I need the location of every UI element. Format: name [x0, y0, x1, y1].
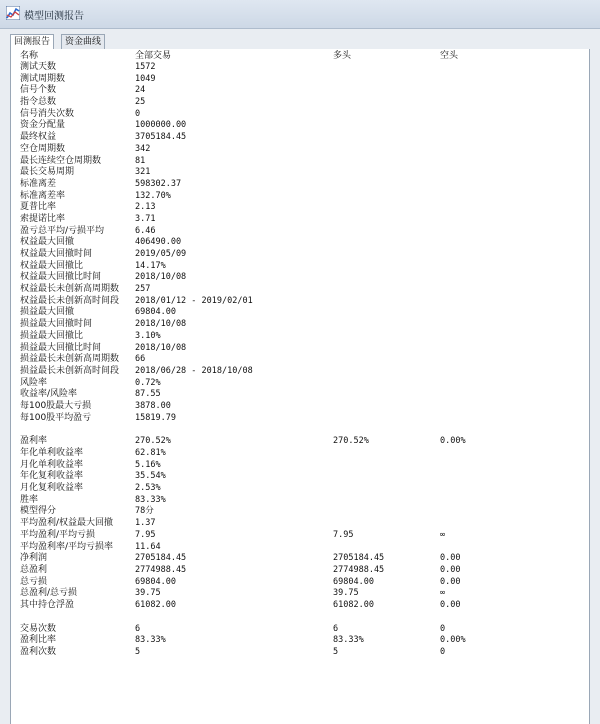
row-label: 平均盈利/权益最大回撤 [20, 518, 114, 529]
row-label: 最长交易周期 [20, 167, 75, 178]
value-all-trades: 78分 [135, 506, 154, 517]
table-row [20, 284, 580, 296]
table-row [20, 378, 580, 390]
value-all-trades: 2018/10/08 [135, 342, 187, 353]
table-row [20, 542, 580, 554]
row-label: 最长连续空仓周期数 [20, 155, 102, 166]
table-row [20, 436, 580, 448]
row-label: 年化复利收益率 [20, 471, 84, 482]
value-all-trades: 14.17% [135, 260, 166, 271]
row-label: 总盈利 [20, 564, 48, 575]
row-label: 最终权益 [20, 132, 57, 143]
row-label: 测试天数 [20, 62, 57, 72]
table-row [20, 506, 580, 518]
table-row [20, 635, 580, 647]
value-all-trades: 1572 [135, 62, 156, 72]
chart-app-icon [6, 6, 20, 20]
value-all-trades: 0 [135, 108, 141, 119]
value-all-trades: 406490.00 [135, 237, 182, 248]
value-long: 2774988.45 [333, 564, 385, 575]
row-label: 风险率 [20, 377, 48, 388]
row-label: 盈利率 [20, 436, 48, 447]
row-label: 净利润 [20, 553, 48, 564]
row-label: 月化复利收益率 [20, 483, 84, 494]
value-all-trades: 270.52% [135, 436, 171, 447]
value-all-trades: 321 [135, 167, 151, 178]
row-label: 损益最大回撤 [20, 307, 75, 318]
value-all-trades: 3.10% [135, 330, 161, 341]
table-row [20, 588, 580, 600]
value-all-trades: 5 [135, 647, 141, 657]
header-all-trades: 全部交易 [135, 51, 172, 61]
value-all-trades: 2.13 [135, 202, 156, 213]
value-short: 0.00 [440, 553, 461, 564]
row-label: 胜率 [20, 494, 39, 505]
table-row [20, 144, 580, 156]
section-gap [20, 424, 580, 436]
value-long: 61082.00 [333, 599, 374, 610]
row-label: 标准离差 [20, 178, 57, 189]
value-all-trades: 1000000.00 [135, 120, 187, 131]
table-row [20, 85, 580, 97]
table-row [20, 214, 580, 226]
table-row [20, 331, 580, 343]
header-name: 名称 [20, 51, 39, 61]
row-label: 模型得分 [20, 506, 57, 517]
value-short: 0 [440, 623, 446, 634]
title-bar[interactable] [0, 0, 600, 29]
table-row [20, 577, 580, 589]
value-all-trades: 3878.00 [135, 400, 171, 411]
value-all-trades: 11.64 [135, 541, 161, 552]
value-all-trades: 2.53% [135, 483, 161, 494]
row-label: 盈利次数 [20, 647, 57, 657]
row-label: 平均盈利/平均亏损 [20, 529, 96, 540]
row-label: 权益最大回撤时间 [20, 249, 93, 259]
value-all-trades: 83.33% [135, 494, 166, 505]
section-returns [20, 436, 580, 611]
table-row [20, 354, 580, 366]
value-long: 5 [333, 647, 339, 657]
value-all-trades: 257 [135, 284, 151, 295]
row-label: 标准离差率 [20, 190, 66, 201]
row-label: 平均盈利率/平均亏损率 [20, 541, 114, 552]
row-label: 损益最长未创新高周期数 [20, 354, 120, 365]
value-long: 69804.00 [333, 576, 374, 587]
value-all-trades: 83.33% [135, 635, 166, 646]
table-row [20, 132, 580, 144]
row-label: 权益最大回撤比时间 [20, 272, 102, 283]
table-row [20, 120, 580, 132]
table-row [20, 495, 580, 507]
value-all-trades: 35.54% [135, 471, 166, 482]
table-row [20, 319, 580, 331]
value-all-trades: 6 [135, 623, 141, 634]
table-row [20, 62, 580, 74]
table-row [20, 226, 580, 238]
row-label: 月化单利收益率 [20, 459, 84, 470]
tab-bar [10, 34, 590, 50]
value-short: ∞ [440, 529, 446, 540]
value-short: 0.00 [440, 599, 461, 610]
table-row [20, 202, 580, 214]
table-row [20, 471, 580, 483]
table-row [20, 237, 580, 249]
value-short: 0.00 [440, 564, 461, 575]
table-row [20, 401, 580, 413]
value-short: 0 [440, 647, 446, 657]
section-gap [20, 612, 580, 624]
value-all-trades: 87.55 [135, 389, 161, 400]
row-label: 交易次数 [20, 623, 57, 634]
table-header-row [20, 51, 580, 62]
table-row [20, 460, 580, 472]
value-all-trades: 15819.79 [135, 412, 176, 423]
value-all-trades: 69804.00 [135, 576, 176, 587]
value-all-trades: 69804.00 [135, 307, 176, 318]
value-all-trades: 2018/10/08 [135, 272, 187, 283]
table-row [20, 156, 580, 168]
row-label: 总盈利/总亏损 [20, 588, 78, 599]
value-all-trades: 24 [135, 85, 146, 96]
row-label: 索提诺比率 [20, 213, 66, 224]
row-label: 信号个数 [20, 85, 57, 96]
window-title: 模型回测报告 [24, 11, 84, 22]
tab-equity-curve[interactable]: 资金曲线 [61, 34, 105, 49]
report-table [20, 51, 580, 659]
header-short: 空头 [440, 51, 459, 61]
value-all-trades: 2019/05/09 [135, 249, 187, 259]
value-all-trades: 2774988.45 [135, 564, 187, 575]
table-row [20, 261, 580, 273]
table-row [20, 389, 580, 401]
value-all-trades: 61082.00 [135, 599, 176, 610]
table-row [20, 448, 580, 460]
value-long: 7.95 [333, 529, 354, 540]
value-all-trades: 2018/06/28 - 2018/10/08 [135, 365, 253, 376]
row-label: 权益最长未创新高周期数 [20, 284, 120, 295]
row-label: 年化单利收益率 [20, 448, 84, 458]
tab-backtest-report[interactable]: 回测报告 [10, 34, 54, 50]
value-all-trades: 39.75 [135, 588, 161, 599]
table-row [20, 109, 580, 121]
row-label: 资金分配量 [20, 120, 66, 131]
value-all-trades: 25 [135, 97, 146, 108]
value-all-trades: 7.95 [135, 529, 156, 540]
row-label: 测试周期数 [20, 73, 66, 84]
value-all-trades: 62.81% [135, 448, 166, 458]
table-row [20, 553, 580, 565]
table-row [20, 296, 580, 308]
value-long: 39.75 [333, 588, 359, 599]
table-row [20, 343, 580, 355]
value-short: 0.00% [440, 436, 466, 447]
row-label: 权益最长未创新高时间段 [20, 295, 120, 306]
table-row [20, 483, 580, 495]
report-panel [10, 49, 590, 724]
row-label: 指令总数 [20, 97, 57, 108]
table-row [20, 413, 580, 425]
row-label: 信号消失次数 [20, 108, 75, 119]
value-all-trades: 6.46 [135, 225, 156, 236]
value-long: 6 [333, 623, 339, 634]
value-all-trades: 2705184.45 [135, 553, 187, 564]
section-trades [20, 624, 580, 659]
value-long: 2705184.45 [333, 553, 385, 564]
value-short: ∞ [440, 588, 446, 599]
row-label: 收益率/风险率 [20, 389, 78, 400]
table-row [20, 600, 580, 612]
value-all-trades: 5.16% [135, 459, 161, 470]
value-long: 270.52% [333, 436, 369, 447]
row-label: 每100股平均盈亏 [20, 412, 92, 423]
table-row [20, 249, 580, 261]
table-row [20, 191, 580, 203]
table-row [20, 647, 580, 659]
table-row [20, 565, 580, 577]
table-row [20, 307, 580, 319]
value-all-trades: 66 [135, 354, 146, 365]
value-all-trades: 132.70% [135, 190, 171, 201]
row-label: 损益最大回撤时间 [20, 319, 93, 330]
section-general [20, 62, 580, 424]
table-row [20, 366, 580, 378]
row-label: 每100股最大亏损 [20, 400, 92, 411]
row-label: 损益最长未创新高时间段 [20, 365, 120, 376]
value-all-trades: 2018/10/08 [135, 319, 187, 330]
row-label: 损益最大回撤比 [20, 330, 84, 341]
header-long: 多头 [333, 51, 352, 61]
row-label: 损益最大回撤比时间 [20, 342, 102, 353]
row-label: 权益最大回撤比 [20, 260, 84, 271]
table-row [20, 272, 580, 284]
table-row [20, 167, 580, 179]
row-label: 总亏损 [20, 576, 48, 587]
value-all-trades: 1049 [135, 73, 156, 84]
row-label: 夏普比率 [20, 202, 57, 213]
value-short: 0.00 [440, 576, 461, 587]
row-label: 其中持仓浮盈 [20, 599, 75, 610]
table-row [20, 179, 580, 191]
value-all-trades: 81 [135, 155, 146, 166]
value-all-trades: 3705184.45 [135, 132, 187, 143]
table-row [20, 518, 580, 530]
value-all-trades: 0.72% [135, 377, 161, 388]
value-all-trades: 598302.37 [135, 178, 182, 189]
value-all-trades: 2018/01/12 - 2019/02/01 [135, 295, 253, 306]
table-row [20, 97, 580, 109]
row-label: 空仓周期数 [20, 143, 66, 154]
table-row [20, 530, 580, 542]
value-all-trades: 342 [135, 143, 151, 154]
value-long: 83.33% [333, 635, 364, 646]
value-short: 0.00% [440, 635, 466, 646]
table-row [20, 74, 580, 86]
table-row [20, 624, 580, 636]
row-label: 权益最大回撤 [20, 237, 75, 248]
row-label: 盈亏总平均/亏损平均 [20, 225, 105, 236]
row-label: 盈利比率 [20, 635, 57, 646]
value-all-trades: 1.37 [135, 518, 156, 529]
value-all-trades: 3.71 [135, 213, 156, 224]
